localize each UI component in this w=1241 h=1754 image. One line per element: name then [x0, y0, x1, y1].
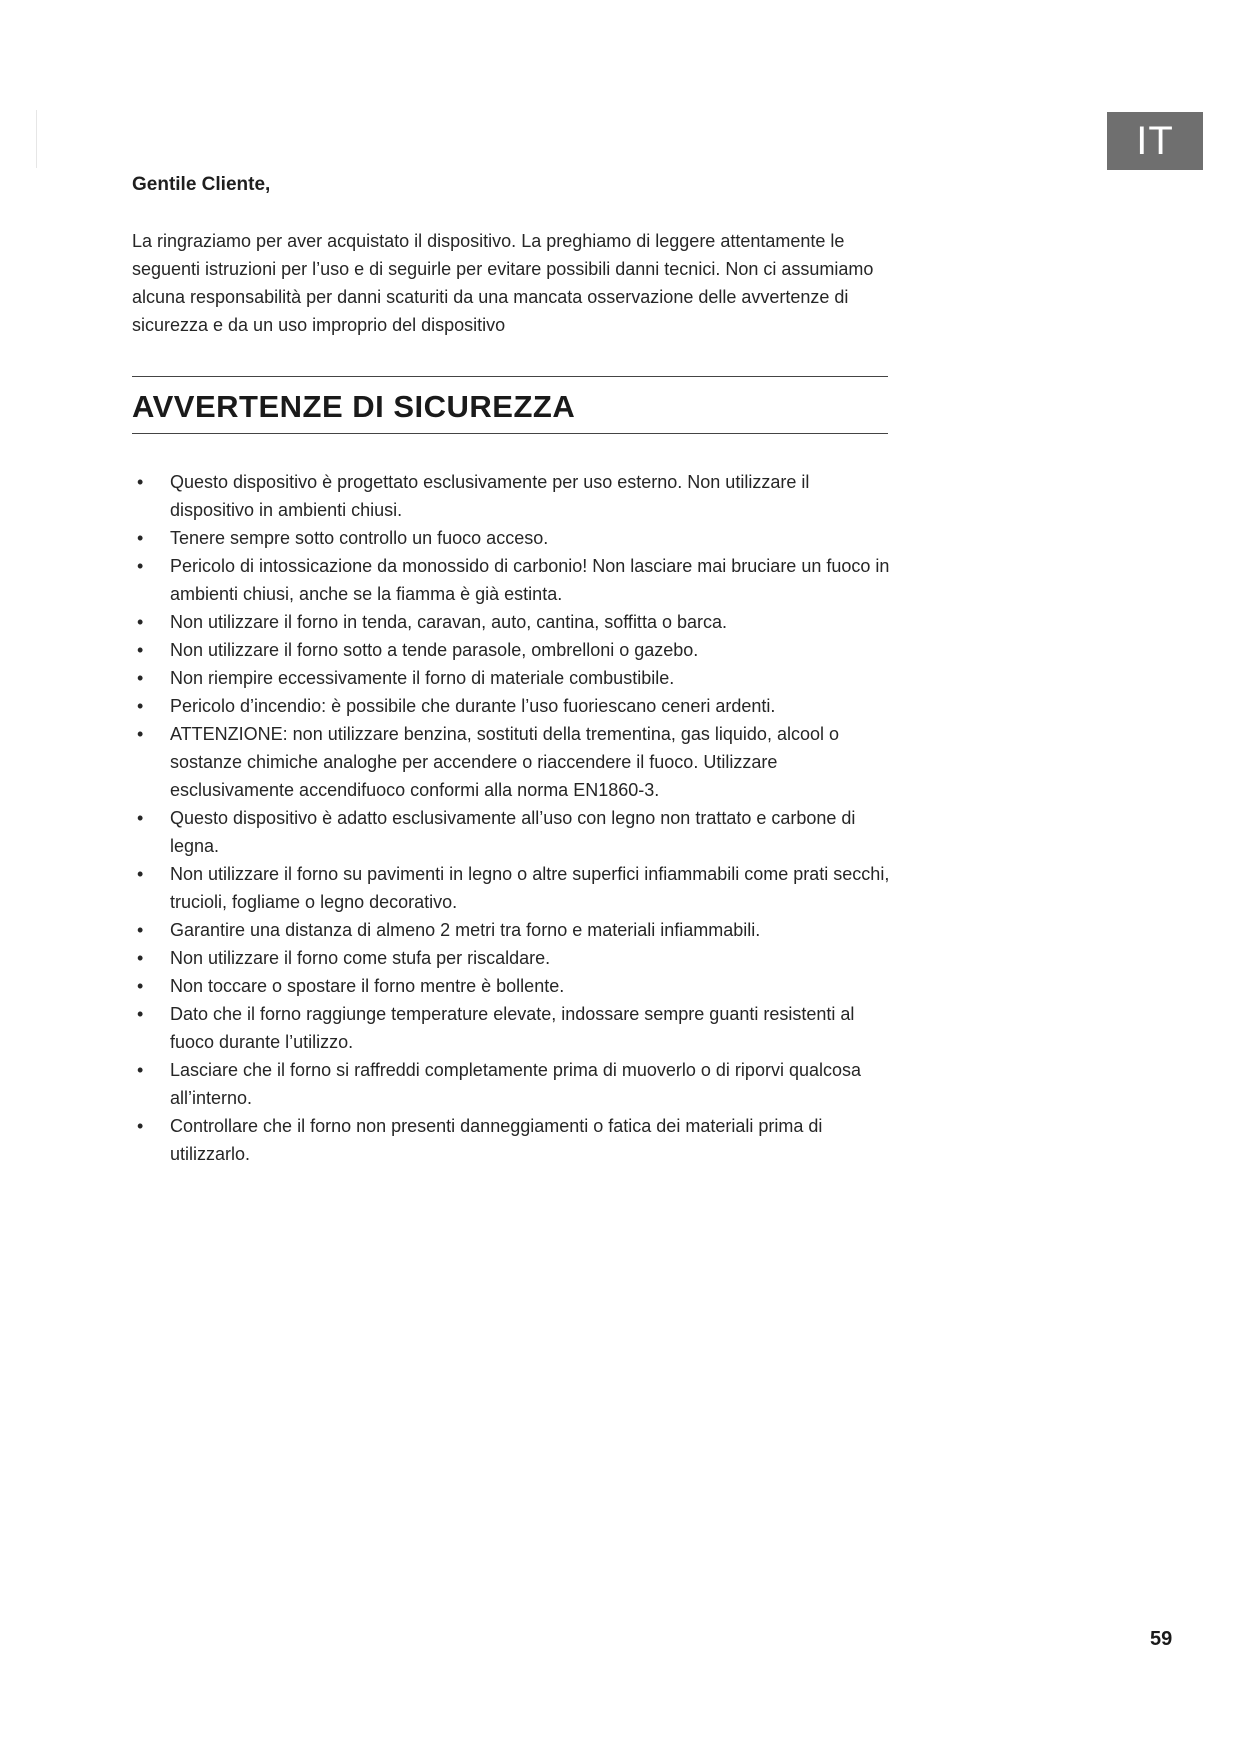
intro-paragraph: La ringraziamo per aver acquistato il dispositivo. La preghiamo di leggere attentamente le seguenti istruzioni per l’uso e di seguirle per evitare possibili danni tecnici. Non ci assumiamo alcuna responsabilità per danni scaturiti da una mancata osservazione delle avvertenze di sicurezza e da un uso improprio del dispositivo — [132, 231, 874, 335]
margin-line — [36, 110, 37, 168]
list-item: • Dato che il forno raggiunge temperature elevate, indossare sempre guanti resistenti al fuoco durante l’utilizzo. — [132, 1000, 892, 1056]
list-item: • Tenere sempre sotto controllo un fuoco acceso. — [132, 524, 892, 552]
bullet-icon: • — [137, 976, 144, 996]
section-rule-top — [132, 376, 888, 377]
list-item: • Non riempire eccessivamente il forno di materiale combustibile. — [132, 664, 892, 692]
bullet-icon: • — [137, 640, 144, 660]
list-item: • Non utilizzare il forno come stufa per riscaldare. — [132, 944, 892, 972]
language-tab: IT — [1107, 112, 1203, 170]
warnings-list — [132, 468, 892, 1168]
list-item: • Non utilizzare il forno in tenda, caravan, auto, cantina, soffitta o barca. — [132, 608, 892, 636]
bullet-icon: • — [137, 472, 144, 492]
list-item: • Non toccare o spostare il forno mentre è bollente. — [132, 972, 892, 1000]
list-item: • Controllare che il forno non presenti danneggiamenti o fatica dei materiali prima di utilizzarlo. — [132, 1112, 892, 1168]
bullet-icon: • — [137, 556, 144, 576]
list-item: • Pericolo d’incendio: è possibile che durante l’uso fuoriescano ceneri ardenti. — [132, 692, 892, 720]
page-number: 59 — [1150, 1628, 1173, 1650]
list-item: • Questo dispositivo è progettato esclusivamente per uso esterno. Non utilizzare il dispositivo in ambienti chiusi. — [132, 468, 892, 524]
section-title: AVVERTENZE DI SICUREZZA — [132, 389, 576, 424]
list-item: • ATTENZIONE: non utilizzare benzina, sostituti della trementina, gas liquido, alcool o sostanze chimiche analoghe per accendere o riaccendere il fuoco. Utilizzare esclusivamente accendifuoco conformi alla norma EN1860-3. — [132, 720, 892, 804]
list-item: • Garantire una distanza di almeno 2 metri tra forno e materiali infiammabili. — [132, 916, 892, 944]
bullet-icon: • — [137, 864, 144, 884]
list-item: • Questo dispositivo è adatto esclusivamente all’uso con legno non trattato e carbone di legna. — [132, 804, 892, 860]
bullet-icon: • — [137, 1004, 144, 1024]
bullet-icon: • — [137, 528, 144, 548]
bullet-icon: • — [137, 612, 144, 632]
salutation: Gentile Cliente, — [132, 174, 271, 195]
bullet-icon: • — [137, 724, 144, 744]
bullet-icon: • — [137, 668, 144, 688]
list-item: • Non utilizzare il forno sotto a tende parasole, ombrelloni o gazebo. — [132, 636, 892, 664]
bullet-icon: • — [137, 1060, 144, 1080]
list-item: • Non utilizzare il forno su pavimenti in legno o altre superfici infiammabili come prati secchi, trucioli, fogliame o legno decorativo. — [132, 860, 892, 916]
page-content — [132, 170, 892, 1168]
bullet-icon: • — [137, 920, 144, 940]
list-item: • Pericolo di intossicazione da monossido di carbonio! Non lasciare mai bruciare un fuoco in ambienti chiusi, anche se la fiamma è già estinta. — [132, 552, 892, 608]
section-rule-bottom — [132, 433, 888, 434]
bullet-icon: • — [137, 1116, 144, 1136]
bullet-icon: • — [137, 696, 144, 716]
list-item: • Lasciare che il forno si raffreddi completamente prima di muoverlo o di riporvi qualcosa all’interno. — [132, 1056, 892, 1112]
bullet-icon: • — [137, 948, 144, 968]
bullet-icon: • — [137, 808, 144, 828]
